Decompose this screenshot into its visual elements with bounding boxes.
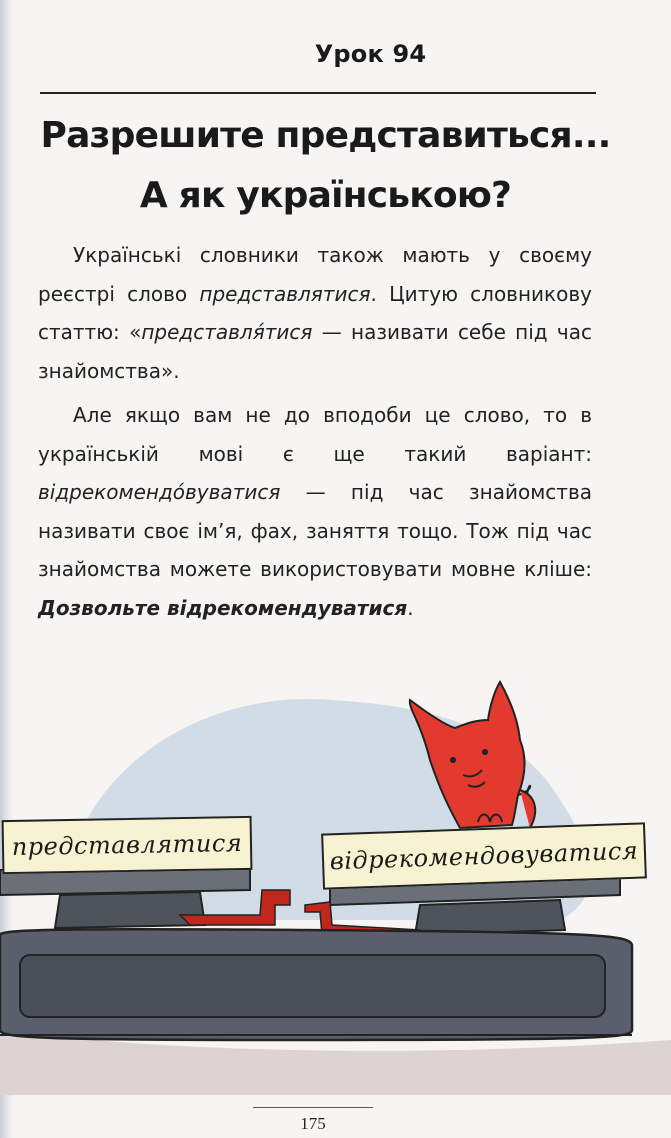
label-right-tag: відрекомендовуватися xyxy=(321,822,647,889)
page-title xyxy=(30,106,621,226)
scale-panel xyxy=(20,955,605,1017)
footer-rule xyxy=(253,1107,373,1108)
paragraph-1-term-stressed: представля́тися xyxy=(141,320,313,344)
paragraph-2 xyxy=(38,396,592,627)
paragraph-1-text-a: Українські словники також мають у своєму реєстрі слово xyxy=(38,243,592,306)
paragraph-1-text-c: . Цитую словникову статтю: « xyxy=(38,281,592,344)
paragraph-1-text-e: — називати себе під час знайомства». xyxy=(38,320,592,383)
left-pan-base xyxy=(55,892,205,928)
heading-rule xyxy=(40,92,596,94)
paragraph-2-phrase: Дозвольте відрекомендуватися xyxy=(38,595,408,620)
paragraph-2-text-a: Але якщо вам не до вподоби це слово, то в українській мові є ще такий варіант: xyxy=(38,403,592,466)
paragraph-2-text-e: . xyxy=(407,595,414,620)
paragraph-2-text-c: — під час знайомства називати своє ім’я, фах, заняття тощо. Тож під час знайомства можете використовувати мовне кліше: xyxy=(38,480,592,581)
paragraph-1-term: представлятися xyxy=(199,281,371,306)
body-text xyxy=(38,236,592,633)
paragraph-2-term: відрекомендо́вуватися xyxy=(38,480,281,504)
title-line-1: Разрешите представиться... xyxy=(40,115,611,156)
label-left-tag: представлятися xyxy=(2,816,253,874)
paragraph-1 xyxy=(38,236,592,390)
title-line-2: А як українською? xyxy=(139,175,512,216)
lesson-heading: Урок 94 xyxy=(314,40,427,68)
page-number: 175 xyxy=(300,1114,326,1133)
right-pan-base xyxy=(415,900,565,935)
